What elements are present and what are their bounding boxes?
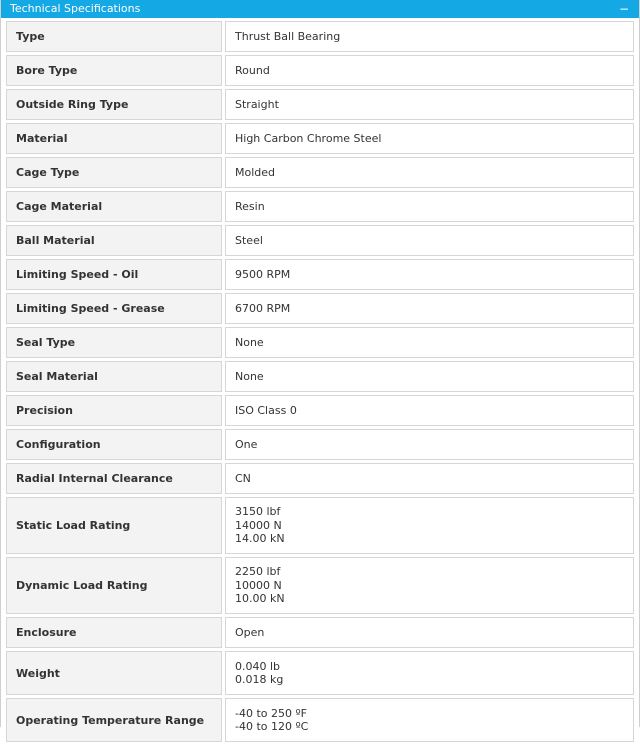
spec-row (6, 293, 634, 324)
spec-label: Material (6, 123, 222, 154)
spec-row (6, 123, 634, 154)
spec-value-line: Steel (235, 233, 263, 247)
spec-value-line: Molded (235, 165, 276, 179)
spec-label: Cage Type (6, 157, 222, 188)
spec-label: Operating Temperature Range (6, 698, 222, 742)
spec-value-line: -40 to 120 ºC (235, 720, 309, 733)
spec-value-line: Open (235, 625, 265, 639)
spec-row (6, 463, 634, 494)
spec-value (225, 463, 634, 494)
spec-value (225, 55, 634, 86)
spec-label: Outside Ring Type (6, 89, 222, 120)
spec-value-line: 6700 RPM (235, 301, 291, 315)
spec-value-line: CN (235, 471, 251, 485)
spec-value-line: 10000 N (235, 578, 282, 592)
spec-label: Configuration (6, 429, 222, 460)
panel-title: Technical Specifications (10, 2, 141, 15)
spec-value-line: None (235, 335, 264, 349)
spec-value (225, 557, 634, 614)
spec-row (6, 157, 634, 188)
spec-row (6, 651, 634, 695)
spec-value-line: High Carbon Chrome Steel (235, 131, 382, 145)
spec-label: Cage Material (6, 191, 222, 222)
spec-label: Enclosure (6, 617, 222, 648)
spec-value-line: One (235, 437, 258, 451)
spec-label: Seal Material (6, 361, 222, 392)
spec-value-line: None (235, 369, 264, 383)
spec-label: Weight (6, 651, 222, 695)
spec-value (225, 259, 634, 290)
spec-row (6, 259, 634, 290)
spec-value-line: 0.018 kg (235, 673, 284, 686)
spec-label: Seal Type (6, 327, 222, 358)
spec-label: Type (6, 21, 222, 52)
spec-value (225, 327, 634, 358)
spec-value (225, 497, 634, 554)
spec-row (6, 361, 634, 392)
spec-value-line: Resin (235, 199, 265, 213)
spec-value-line: 10.00 kN (235, 592, 285, 606)
specifications-table (3, 18, 637, 745)
spec-row (6, 617, 634, 648)
spec-row (6, 698, 634, 742)
spec-row (6, 191, 634, 222)
spec-value (225, 395, 634, 426)
spec-value (225, 617, 634, 648)
spec-value (225, 191, 634, 222)
spec-row (6, 225, 634, 256)
spec-label: Ball Material (6, 225, 222, 256)
spec-value-line: Round (235, 63, 270, 77)
spec-row (6, 55, 634, 86)
spec-value (225, 698, 634, 742)
spec-value (225, 89, 634, 120)
spec-value (225, 293, 634, 324)
panel-header[interactable] (1, 0, 639, 18)
spec-row (6, 327, 634, 358)
spec-value (225, 651, 634, 695)
spec-value (225, 361, 634, 392)
spec-value (225, 225, 634, 256)
spec-label: Static Load Rating (6, 497, 222, 554)
spec-value-line: 9500 RPM (235, 267, 291, 281)
spec-label: Bore Type (6, 55, 222, 86)
spec-value (225, 429, 634, 460)
spec-label: Dynamic Load Rating (6, 557, 222, 614)
spec-value-line: 2250 lbf (235, 565, 281, 579)
spec-value (225, 123, 634, 154)
spec-value-line: 0.040 lb (235, 659, 281, 673)
spec-row (6, 557, 634, 614)
spec-value-line: -40 to 250 ºF (235, 706, 308, 720)
spec-value-line: 14.00 kN (235, 532, 285, 546)
spec-row (6, 89, 634, 120)
spec-value-line: Straight (235, 97, 279, 111)
spec-value-line: 14000 N (235, 518, 282, 532)
spec-label: Radial Internal Clearance (6, 463, 222, 494)
spec-row (6, 21, 634, 52)
spec-label: Limiting Speed - Grease (6, 293, 222, 324)
spec-value-line: Thrust Ball Bearing (235, 29, 341, 43)
spec-label: Limiting Speed - Oil (6, 259, 222, 290)
spec-value-line: ISO Class 0 (235, 403, 297, 417)
spec-value (225, 157, 634, 188)
spec-row (6, 497, 634, 554)
spec-label: Precision (6, 395, 222, 426)
spec-row (6, 395, 634, 426)
spec-value-line: 3150 lbf (235, 505, 281, 519)
minus-icon[interactable]: − (618, 2, 629, 16)
spec-row (6, 429, 634, 460)
spec-value (225, 21, 634, 52)
